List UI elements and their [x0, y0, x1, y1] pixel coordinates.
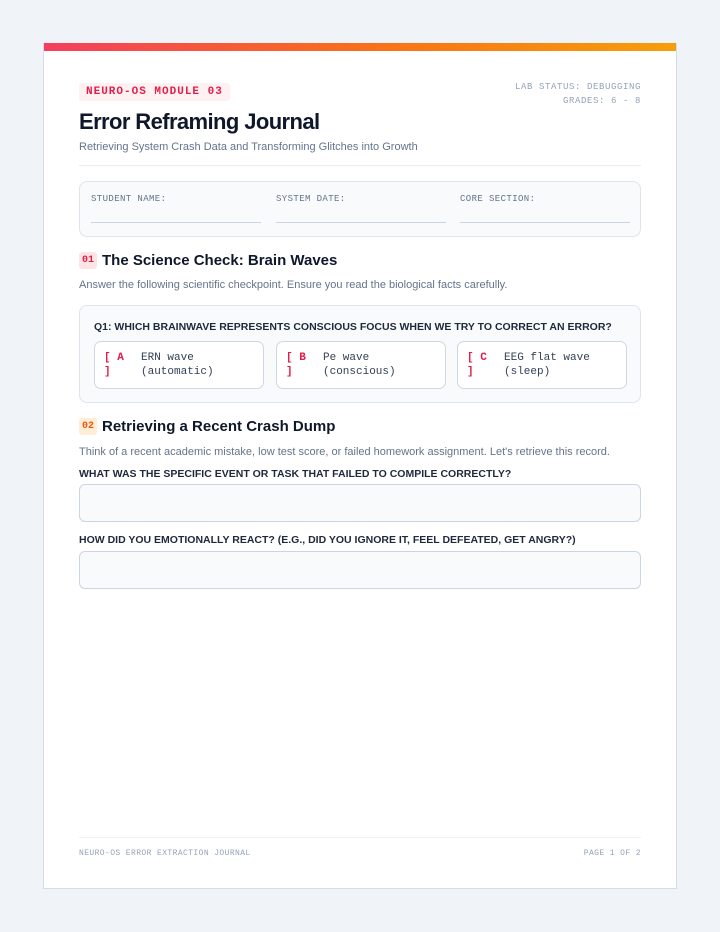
section-1-title: The Science Check: Brain Waves	[102, 252, 338, 270]
page-content	[79, 51, 641, 888]
section-1-number: 01	[79, 252, 97, 269]
module-tag: NEURO-OS MODULE 03	[79, 83, 230, 101]
system-date-field[interactable]	[276, 194, 446, 223]
core-section-label: CORE SECTION:	[460, 194, 536, 204]
quiz-box	[79, 305, 641, 403]
prompt-emotional-reaction: HOW DID YOU EMOTIONALLY REACT? (E.G., DID YOU IGNORE IT, FEEL DEFEATED, GET ANGRY?)	[79, 534, 576, 546]
lab-status-block	[515, 80, 641, 108]
section-2-title: Retrieving a Recent Crash Dump	[102, 418, 336, 436]
option-a[interactable]	[94, 341, 264, 389]
failed-task-answer-field[interactable]	[79, 484, 641, 522]
student-name-label: STUDENT NAME:	[91, 194, 167, 204]
footer-divider	[79, 837, 641, 838]
section-1-description: Answer the following scientific checkpoint. Ensure you read the biological facts carefully.	[79, 279, 508, 291]
option-a-text: ERN wave (automatic)	[141, 352, 214, 378]
system-date-line[interactable]	[276, 222, 446, 223]
footer-page-number: PAGE 1 OF 2	[583, 849, 641, 858]
grades-text: GRADES: 6 - 8	[562, 96, 641, 106]
prompt-failed-task: WHAT WAS THE SPECIFIC EVENT OR TASK THAT FAILED TO COMPILE CORRECTLY?	[79, 468, 512, 480]
worksheet-page	[43, 43, 677, 889]
system-date-label: SYSTEM DATE:	[276, 194, 346, 204]
header-divider	[79, 165, 641, 166]
student-name-field[interactable]	[91, 194, 261, 223]
lab-status-text: LAB STATUS: DEBUGGING	[514, 82, 641, 92]
option-c-letter: [ C ]	[467, 352, 487, 378]
page-title: Error Reframing Journal	[79, 109, 320, 134]
option-b[interactable]	[276, 341, 446, 389]
option-a-letter: [ A ]	[104, 352, 124, 378]
option-b-text: Pe wave (conscious)	[323, 352, 396, 378]
option-c[interactable]	[457, 341, 627, 389]
option-b-letter: [ B ]	[286, 352, 306, 378]
student-name-line[interactable]	[91, 222, 261, 223]
core-section-field[interactable]	[460, 194, 630, 223]
option-c-text: EEG flat wave (sleep)	[504, 352, 590, 378]
page-subtitle: Retrieving System Crash Data and Transforming Glitches into Growth	[79, 141, 418, 153]
student-info-box	[79, 181, 641, 237]
section-2-description: Think of a recent academic mistake, low test score, or failed homework assignment. Let's retrieve this record.	[79, 446, 610, 458]
section-1-header	[79, 252, 337, 270]
quiz-question: Q1: WHICH BRAINWAVE REPRESENTS CONSCIOUS FOCUS WHEN WE TRY TO CORRECT AN ERROR?	[94, 321, 612, 333]
core-section-line[interactable]	[460, 222, 630, 223]
emotional-reaction-answer-field[interactable]	[79, 551, 641, 589]
section-2-header	[79, 418, 335, 436]
accent-gradient-bar	[44, 43, 676, 51]
section-2-number: 02	[79, 418, 97, 435]
footer-journal-name: NEURO-OS ERROR EXTRACTION JOURNAL	[79, 849, 251, 858]
